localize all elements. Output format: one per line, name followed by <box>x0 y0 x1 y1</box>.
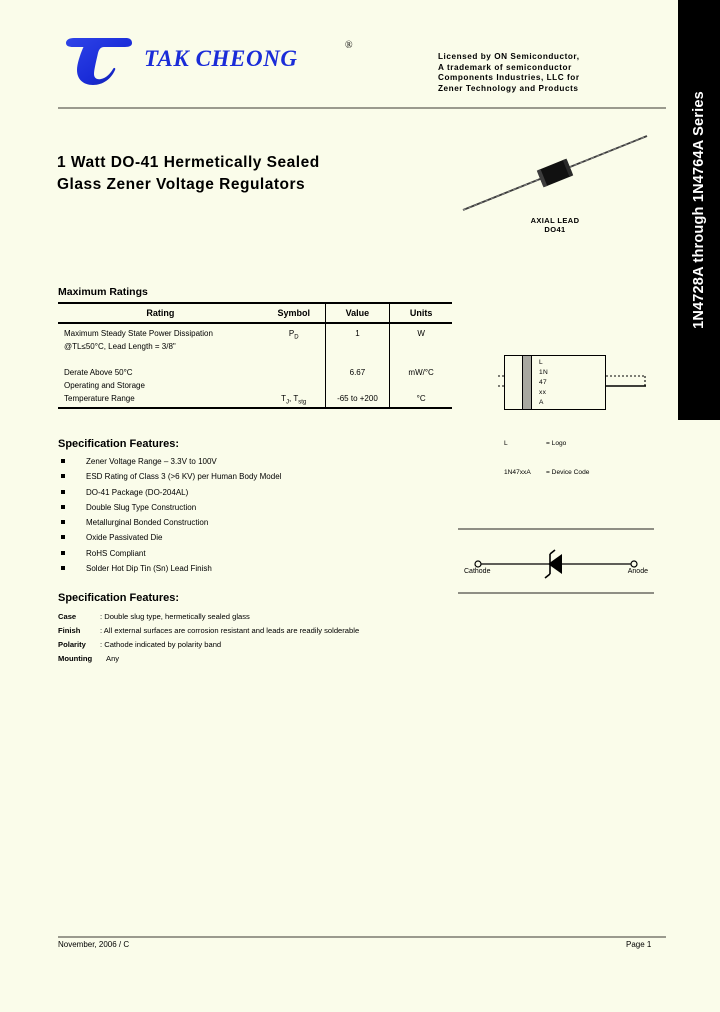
license-line-1: Licensed by ON Semiconductor, <box>438 52 580 61</box>
symbol2-sub-2: stg <box>298 399 307 406</box>
tau-logo-icon <box>60 34 134 86</box>
axial-caption-line-1: AXIAL LEAD <box>530 216 580 225</box>
cell-value-2 <box>325 381 390 394</box>
cell-symbol-1 <box>263 368 325 381</box>
marking-legend <box>504 420 589 496</box>
anode-label: Anode <box>627 568 648 575</box>
legend-value-1: = Device Code <box>546 468 590 476</box>
marking-body-outline <box>504 355 606 410</box>
list-item-label: Double Slug Type Construction <box>86 502 197 512</box>
square-bullet-icon <box>61 566 65 570</box>
marking-line-3: xx <box>539 389 547 396</box>
column-header-units: Units <box>390 303 452 323</box>
list-item-label: Zener Voltage Range – 3.3V to 100V <box>86 457 217 466</box>
def-label-finish: Finish <box>58 626 81 635</box>
list-item <box>58 469 418 484</box>
footer-divider <box>58 936 666 938</box>
axial-lead-caption <box>455 216 655 234</box>
list-item-label: Oxide Passivated Die <box>86 533 163 543</box>
def-value-mounting: Any <box>106 654 120 663</box>
marking-legend-row-1 <box>504 468 589 478</box>
cell-units-0-sub <box>390 342 452 355</box>
marking-line-1: 1N <box>539 369 549 376</box>
def-label-mounting: Mounting <box>58 654 93 663</box>
marking-code-text <box>539 358 548 408</box>
list-item-label: RoHS Compliant <box>86 548 146 558</box>
marking-legend-row-0 <box>504 439 589 449</box>
license-notice <box>438 52 668 94</box>
table-row <box>58 381 452 394</box>
polarity-band <box>522 356 532 409</box>
list-item <box>58 530 418 545</box>
spec-features-bullet-list <box>58 454 418 576</box>
cell-rating-0: Maximum Steady State Power Dissipation <box>64 329 213 338</box>
spacer-rating <box>58 355 263 368</box>
table-row-sub <box>58 342 452 355</box>
schematic-divider-bottom <box>458 592 654 594</box>
license-line-3: Components Industries, LLC for <box>438 73 580 82</box>
cell-units-2-sub: °C <box>390 394 452 408</box>
square-bullet-icon <box>61 535 65 539</box>
cell-value-0-sub <box>325 342 390 355</box>
maximum-ratings-heading: Maximum Ratings <box>58 286 148 298</box>
series-bar <box>678 0 720 420</box>
symbol-sub-2: J <box>286 399 290 406</box>
spacer-units <box>390 355 452 368</box>
cell-rating-0-sub: @TL≤50°C, Lead Length = 3/8" <box>64 342 176 351</box>
footer-page-number: Page 1 <box>626 940 652 949</box>
cell-symbol-0-sub <box>263 342 325 355</box>
table-header-row <box>58 303 452 323</box>
list-item <box>58 485 418 500</box>
def-value-polarity: : Cathode indicated by polarity band <box>100 640 222 649</box>
symbol2-base-2: , T <box>289 394 299 403</box>
def-value-finish: : All external surfaces are corrosion resistant and leads are readily solderable <box>100 626 360 635</box>
column-header-value: Value <box>325 303 390 323</box>
legend-value-0: = Logo <box>546 440 567 447</box>
axial-caption-line-2: DO41 <box>544 225 566 234</box>
list-item <box>58 546 418 561</box>
cell-rating-1: Derate Above 50°C <box>64 368 133 377</box>
spacer-value <box>325 355 390 368</box>
square-bullet-icon <box>61 551 65 555</box>
column-header-rating: Rating <box>58 303 263 323</box>
page-header <box>58 32 666 104</box>
def-row-polarity <box>58 638 478 652</box>
device-marking-figure <box>498 352 658 476</box>
registered-trademark-icon: ® <box>345 40 353 51</box>
def-value-case: : Double slug type, hermetically sealed glass <box>100 612 250 621</box>
cell-units-0: W <box>390 323 452 342</box>
list-item-label: DO-41 Package (DO-204AL) <box>86 487 189 497</box>
table-row <box>58 368 452 381</box>
list-item-label: Solder Hot Dip Tin (Sn) Lead Finish <box>86 564 212 574</box>
table-row <box>58 323 452 342</box>
cell-rating-2: Operating and Storage <box>64 381 145 390</box>
def-row-finish <box>58 624 478 638</box>
header-divider <box>58 107 666 109</box>
symbol-base-2: T <box>281 394 287 403</box>
cell-value-0: 1 <box>325 323 390 342</box>
company-name: TAK CHEONG <box>144 46 298 71</box>
spec-features-defs-heading: Specification Features: <box>58 592 180 604</box>
spec-features-bullets-heading: Specification Features: <box>58 438 180 450</box>
symbol-sub-0: D <box>294 334 299 341</box>
legend-key-1: 1N47xxA <box>504 468 531 476</box>
list-item-label: Metallurginal Bonded Construction <box>86 518 209 528</box>
maximum-ratings-table <box>58 302 452 409</box>
series-bar-label: 1N4728A through 1N4764A Series <box>691 91 707 329</box>
company-logo <box>58 32 358 92</box>
def-label-polarity: Polarity <box>58 640 86 649</box>
cell-symbol-2-sub <box>263 394 325 408</box>
page-title: 1 Watt DO-41 Hermetically Sealed Glass Zener Voltage Regulators <box>57 154 320 193</box>
zener-schematic-figure <box>458 528 654 594</box>
spacer-symbol <box>263 355 325 368</box>
list-item <box>58 500 418 515</box>
def-row-case <box>58 610 478 624</box>
axial-lead-package-figure <box>455 128 655 238</box>
legend-key-0: L <box>504 440 508 447</box>
cathode-label: Cathode <box>464 568 491 575</box>
diode-body-icon <box>455 128 655 218</box>
table-row-sub <box>58 394 452 408</box>
square-bullet-icon <box>61 505 65 509</box>
table-spacer-row <box>58 355 452 368</box>
def-label-case: Case <box>58 612 77 621</box>
cell-rating-2-sub: Temperature Range <box>58 394 263 408</box>
list-item <box>58 515 418 530</box>
column-header-symbol: Symbol <box>263 303 325 323</box>
cell-symbol-0 <box>263 323 325 342</box>
cell-units-1: mW/°C <box>390 368 452 381</box>
list-item <box>58 454 418 469</box>
cell-symbol-2 <box>263 381 325 394</box>
list-item-label: ESD Rating of Class 3 (>6 KV) per Human Body Model <box>86 472 282 482</box>
symbol-base-0: P <box>288 329 295 338</box>
def-row-mounting <box>58 652 478 666</box>
marking-line-0: L <box>539 359 543 366</box>
cell-units-2 <box>390 381 452 394</box>
license-line-4: Zener Technology and Products <box>438 83 579 93</box>
zener-diode-symbol-icon <box>458 536 654 586</box>
square-bullet-icon <box>61 520 65 524</box>
schematic-divider-top <box>458 528 654 530</box>
cell-value-1: 6.67 <box>325 368 390 381</box>
cell-value-2-sub: -65 to +200 <box>325 394 390 408</box>
spec-features-def-list <box>58 610 478 666</box>
marking-line-2: 47 <box>539 379 547 386</box>
square-bullet-icon <box>61 474 65 478</box>
license-line-2: A trademark of semiconductor <box>438 62 572 72</box>
marking-line-4: A <box>539 399 544 406</box>
footer-revision: November, 2006 / C <box>58 940 130 949</box>
square-bullet-icon <box>61 459 65 463</box>
square-bullet-icon <box>61 490 65 494</box>
list-item <box>58 561 418 576</box>
